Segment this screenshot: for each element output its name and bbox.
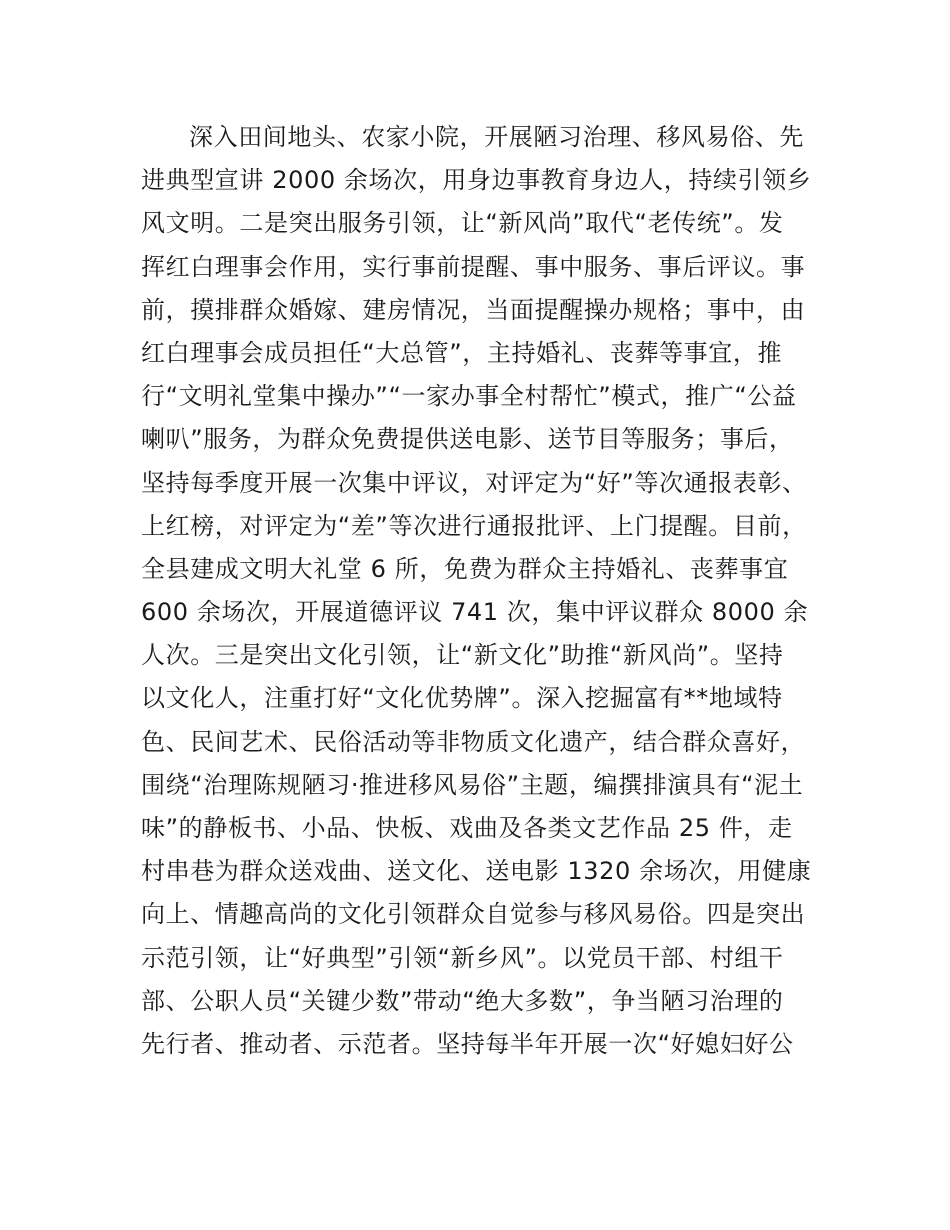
text-line: 挥红白理事会作用，实行事前提醒、事中服务、事后评议。事 [141,252,806,281]
text-line: 先行者、推动者、示范者。坚持每半年开展一次“好媳妇好公 [141,1029,794,1058]
text-line: 喇叭”服务，为群众免费提供送电影、送节目等服务；事后， [141,425,794,454]
text-line: 色、民间艺术、民俗活动等非物质文化遗产，结合群众喜好， [141,727,806,756]
text-line: 味”的静板书、小品、快板、戏曲及各类文艺作品 25 件，走 [141,814,793,842]
body-paragraph [141,116,841,1066]
text-line: 全县建成文明大礼堂 6 所，免费为群众主持婚礼、丧葬事宜 [141,554,789,583]
text-line: 风文明。二是突出服务引领，让“新风尚”取代“老传统”。发 [141,209,784,238]
text-line: 深入田间地头、农家小院，开展陋习治理、移风易俗、先 [189,123,804,151]
text-line: 以文化人，注重打好“文化优势牌”。深入挖掘富有**地域特 [141,684,783,713]
text-line: 进典型宣讲 2000 余场次，用身边事教育身边人，持续引领乡 [141,166,812,195]
text-line: 围绕“治理陈规陋习·推进移风易俗”主题，编撰排演具有“泥土 [141,770,804,799]
text-line: 前，摸排群众婚嫁、建房情况，当面提醒操办规格；事中，由 [141,295,806,324]
text-line: 人次。三是突出文化引领，让“新文化”助推“新风尚”。坚持 [141,641,784,670]
text-line: 行“文明礼堂集中操办”“一家办事全村帮忙”模式，推广“公益 [141,382,797,411]
text-line: 示范引领，让“好典型”引领“新乡风”。以党员干部、村组干 [141,943,784,972]
text-line: 部、公职人员“关键少数”带动“绝大多数”，争当陋习治理的 [141,986,784,1015]
text-line: 红白理事会成员担任“大总管”，主持婚礼、丧葬等事宜，推 [141,338,783,367]
text-line: 向上、情趣高尚的文化引领群众自觉参与移风易俗。四是突出 [141,900,806,929]
text-line: 村串巷为群众送戏曲、送文化、送电影 1320 余场次，用健康 [141,857,812,886]
text-line: 上红榜，对评定为“差”等次进行通报批评、上门提醒。目前， [141,511,807,540]
text-line: 600 余场次，开展道德评议 741 次，集中评议群众 8000 余 [141,598,809,627]
text-line: 坚持每季度开展一次集中评议，对评定为“好”等次通报表彰、 [141,468,807,497]
